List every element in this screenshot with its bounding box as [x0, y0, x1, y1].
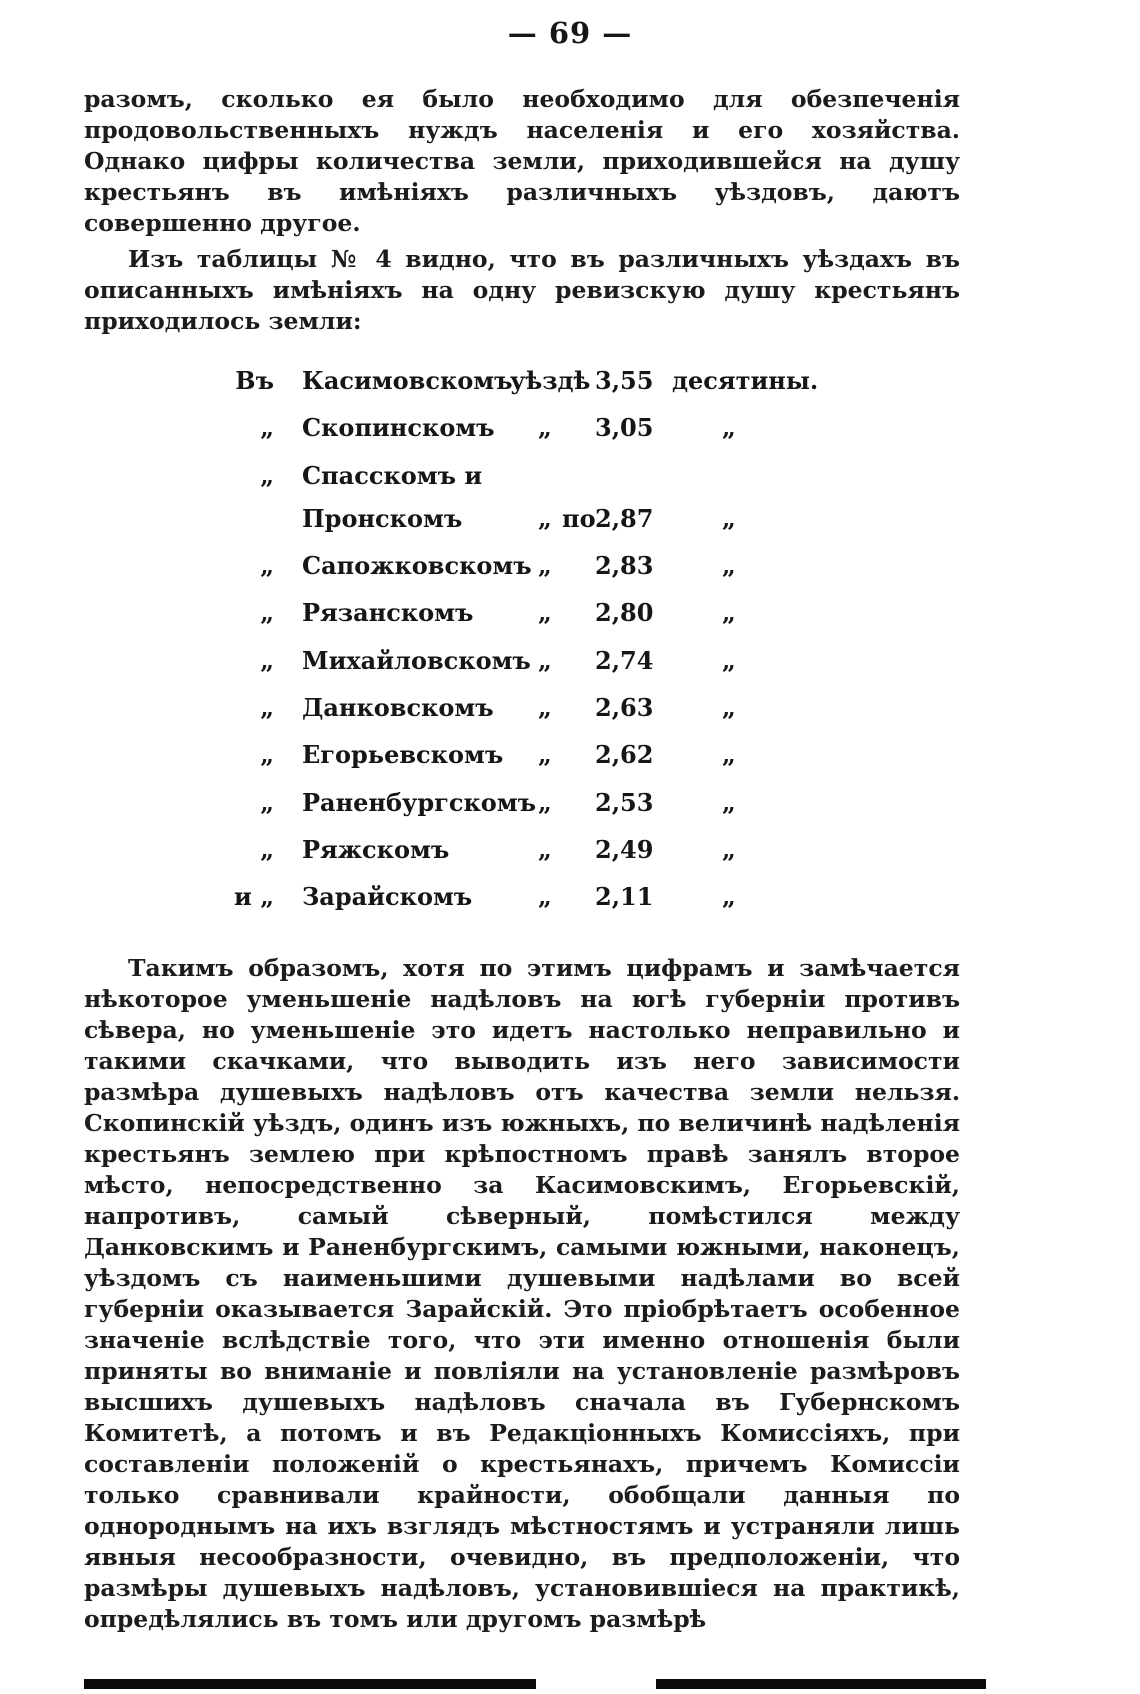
footer-rule-right	[656, 1679, 986, 1689]
table-row	[0, 413, 1140, 453]
land-per-soul-value: 3,05	[595, 413, 654, 442]
ditto-mark: „	[260, 646, 274, 675]
ditto-mark: „	[722, 646, 736, 675]
ditto-mark: „	[538, 504, 552, 533]
ditto-mark: „	[722, 835, 736, 864]
land-per-soul-value: 2,74	[595, 646, 654, 675]
ditto-mark: „	[722, 882, 736, 911]
paragraph-3: Такимъ образомъ, хотя по этимъ цифрамъ и замѣчается нѣкоторое уменьшеніе надѣловъ на югѣ губерніи противъ сѣвера, но уменьшеніе это идетъ настолько неправильно и такими скачками, что выводить изъ него зависимости размѣра душевыхъ надѣловъ отъ качества земли нельзя. Скопинскій уѣздъ, одинъ изъ южныхъ, по величинѣ надѣленія крестьянъ землею при крѣпостномъ правѣ занялъ второе мѣсто, непосредственно за Касимовскимъ, Егорьевскій, напротивъ, самый сѣверный, помѣстился между Данковскимъ и Раненбургскимъ, самыми южными, наконецъ, уѣздомъ съ наименьшими душевыми надѣлами во всей губерніи оказывается Зарайскій. Это пріобрѣтаетъ особенное значеніе вслѣдствіе того, что эти именно отношенія были приняты во вниманіе и повліяли на установленіе размѣровъ высшихъ душевыхъ надѣловъ сначала въ Губернскомъ Комитетѣ, а потомъ и въ Редакціонныхъ Комиссіяхъ, при составленіи положеній о крестьянахъ, причемъ Комиссіи только сравнивали крайности, обобщали данныя по однороднымъ на ихъ взглядъ мѣстностямъ и устраняли лишь явныя несообразности, очевидно, въ предположеніи, что размѣры душевыхъ надѣловъ, установившіеся на практикѣ, опредѣлялись въ томъ или другомъ размѣрѣ	[84, 954, 960, 1633]
ditto-mark: „	[722, 693, 736, 722]
ditto-mark: „	[538, 693, 552, 722]
district-name: Скопинскомъ	[302, 413, 495, 442]
district-name: Раненбургскомъ	[302, 788, 537, 817]
table-row	[0, 835, 1140, 875]
row-prefix: Въ	[235, 366, 274, 395]
table-row	[0, 788, 1140, 828]
district-name: Зарайскомъ	[302, 882, 473, 911]
land-per-soul-value: 3,55	[595, 366, 654, 395]
land-per-soul-value: 2,11	[595, 882, 654, 911]
land-per-soul-value: 2,80	[595, 598, 654, 627]
land-per-soul-value: 2,87	[595, 504, 654, 533]
ditto-mark: „	[260, 413, 274, 442]
ditto-mark: „	[260, 551, 274, 580]
district-name: Ряжскомъ	[302, 835, 450, 864]
district-land-table	[0, 366, 1140, 926]
ditto-mark: „	[538, 835, 552, 864]
page-number: — 69 —	[507, 16, 633, 50]
table-row	[0, 461, 1140, 501]
table-row	[0, 504, 1140, 544]
land-per-soul-value: 2,83	[595, 551, 654, 580]
ditto-mark: „	[722, 551, 736, 580]
ditto-mark: „	[260, 788, 274, 817]
land-per-soul-value: 2,62	[595, 740, 654, 769]
table-row	[0, 693, 1140, 733]
land-per-soul-value: 2,63	[595, 693, 654, 722]
footer-rule-left	[84, 1679, 536, 1689]
paragraph-1: разомъ, сколько ея было необходимо для обезпеченія продовольственныхъ нуждъ населенія и его хозяйства. Однако цифры количества земли, приходившейся на душу крестьянъ въ имѣніяхъ различныхъ уѣздовъ, даютъ совершенно другое.	[84, 85, 960, 237]
ditto-mark: „	[722, 788, 736, 817]
table-row	[0, 882, 1140, 922]
ditto-mark: „	[538, 413, 552, 442]
ditto-mark: „	[722, 504, 736, 533]
district-name: Рязанскомъ	[302, 598, 474, 627]
ditto-mark: „	[722, 413, 736, 442]
ditto-mark: „	[722, 740, 736, 769]
district-name: Пронскомъ	[302, 504, 463, 533]
district-name: Спасскомъ и	[302, 461, 483, 490]
row-prefix: и „	[234, 882, 274, 911]
district-name: Михайловскомъ	[302, 646, 531, 675]
land-per-soul-value: 2,53	[595, 788, 654, 817]
ditto-mark: „	[260, 693, 274, 722]
ditto-mark: „	[538, 740, 552, 769]
district-name: Касимовскомъ	[302, 366, 513, 395]
table-row	[0, 598, 1140, 638]
ditto-mark: „	[538, 598, 552, 627]
ditto-mark: „	[538, 882, 552, 911]
ditto-mark: „	[260, 598, 274, 627]
table-row	[0, 366, 1140, 406]
ditto-mark: „	[260, 835, 274, 864]
table-row	[0, 551, 1140, 591]
table-row	[0, 740, 1140, 780]
district-name: Сапожковскомъ	[302, 551, 532, 580]
ditto-mark: „	[260, 461, 274, 490]
ditto-mark: „	[538, 788, 552, 817]
unit-label: десятины.	[672, 366, 819, 395]
paragraph-2: Изъ таблицы № 4 видно, что въ различныхъ уѣздахъ въ описанныхъ имѣніяхъ на одну ревизскую душу крестьянъ приходилось земли:	[84, 245, 960, 335]
uezd-word: уѣздѣ	[510, 366, 591, 395]
ditto-mark: „	[260, 740, 274, 769]
ditto-mark: „	[538, 551, 552, 580]
table-row	[0, 646, 1140, 686]
po-label: по	[562, 504, 596, 533]
district-name: Егорьевскомъ	[302, 740, 504, 769]
land-per-soul-value: 2,49	[595, 835, 654, 864]
ditto-mark: „	[538, 646, 552, 675]
ditto-mark: „	[722, 598, 736, 627]
district-name: Данковскомъ	[302, 693, 494, 722]
